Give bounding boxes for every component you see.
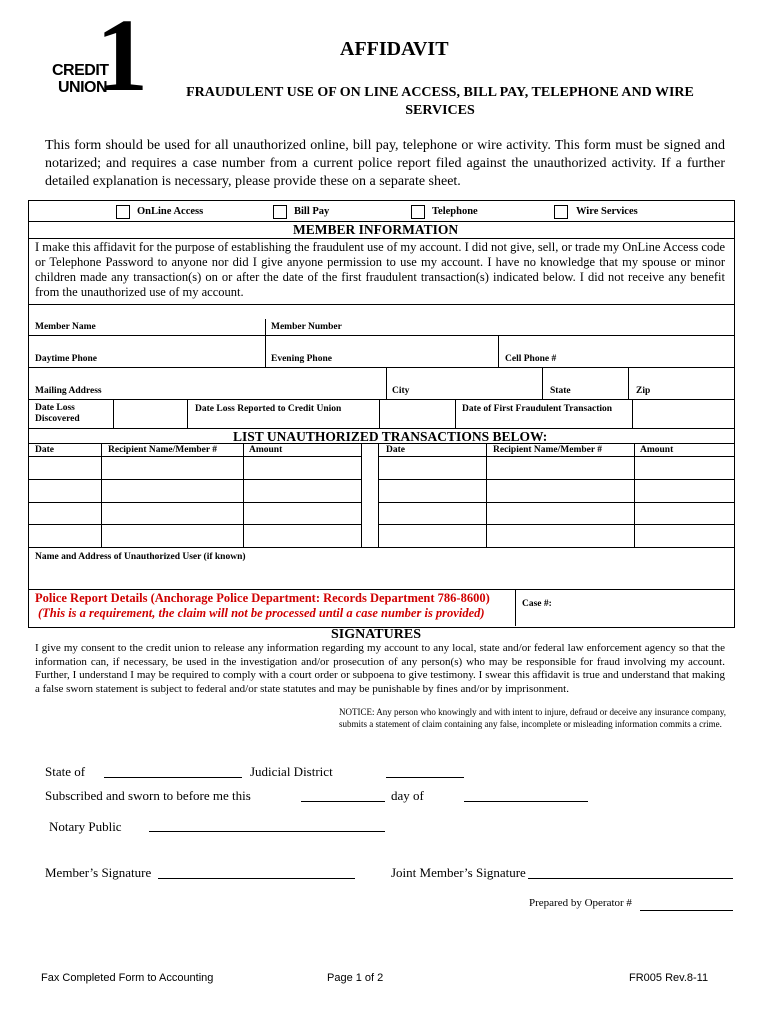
day-of-label: day of [391, 788, 424, 803]
credit-union-logo [52, 0, 148, 113]
notary-public-line[interactable] [149, 831, 385, 832]
zip-label: Zip [636, 386, 651, 396]
unauthorized-user-label: Name and Address of Unauthorized User (if known) [35, 552, 246, 562]
judicial-district-line[interactable] [386, 777, 464, 778]
judicial-district-label: Judicial District [250, 764, 333, 779]
wire-services-label: Wire Services [576, 206, 638, 217]
form-subtitle: FRAUDULENT USE OF ON LINE ACCESS, BILL PAY, TELEPHONE AND WIRE SERVICES [186, 85, 694, 118]
city-label: City [392, 386, 410, 396]
footer-page-number: Page 1 of 2 [327, 972, 384, 984]
member-number-label: Member Number [271, 322, 342, 332]
first-fraud-date-label: Date of First Fraudulent Transaction [462, 404, 613, 414]
tx-recipient-header-left: Recipient Name/Member # [108, 445, 218, 455]
member-name-label: Member Name [35, 322, 96, 332]
online-access-checkbox[interactable] [116, 205, 130, 219]
notary-public-label: Notary Public [49, 819, 122, 834]
footer-fax-note: Fax Completed Form to Accounting [41, 972, 214, 984]
cell-phone-label: Cell Phone # [505, 354, 557, 364]
joint-signature-label: Joint Member’s Signature [391, 865, 526, 880]
bill-pay-label: Bill Pay [294, 206, 330, 217]
subscribed-label: Subscribed and sworn to before me this [45, 788, 251, 803]
intro-paragraph: This form should be used for all unauthorized online, bill pay, telephone or wire activity. This form must be signed and notarized; and requires a case number from a current police report filed against the unauthorized activity. If a further detailed explanation is necessary, please provide these on a separate sheet. [45, 138, 725, 189]
wire-services-checkbox[interactable] [554, 205, 568, 219]
transactions-heading: LIST UNAUTHORIZED TRANSACTIONS BELOW: [233, 429, 548, 444]
tx-amount-header-right: Amount [640, 445, 674, 455]
consent-paragraph: I give my consent to the credit union to release any information regarding my account to any local, state and/or federal law enforcement agency so that the information can, if necessary, be used in the investigation and/or prosecution of any person(s) who may be responsible for fraud involving my account. Further, I understand I may be required to comply with a court order or subpoena to give testimony. I swear this affidavit is true and understand that making a false sworn statement is subject to federal and/or state statutes and may be punishable by fines and/or by imprisonment. [35, 642, 725, 695]
page-title: AFFIDAVIT [340, 38, 449, 60]
subscribed-day-line[interactable] [301, 801, 385, 802]
date-loss-discovered-label: Date Loss Discovered [35, 403, 80, 424]
member-statement: I make this affidavit for the purpose of establishing the fraudulent use of my account. I did not give, sell, or trade my OnLine Access code or Telephone Password to anyone nor did I give anyone permission to use my account. I have no knowledge that my spouse or minor children made any transaction(s) on or after the date of the first fraudulent transaction(s) indicated below. I did not receive any benefit from the unauthorized use of my account. [35, 240, 725, 299]
mailing-address-label: Mailing Address [35, 386, 102, 396]
state-label: State [550, 386, 571, 396]
police-report-line1: Police Report Details (Anchorage Police Department: Records Department 786-8600) [35, 591, 490, 605]
footer-form-code: FR005 Rev.8-11 [629, 972, 709, 984]
tx-amount-header-left: Amount [249, 445, 283, 455]
police-report-line2: (This is a requirement, the claim will not be processed until a case number is provided) [38, 606, 485, 620]
logo-word-credit: CREDIT [52, 62, 109, 79]
telephone-label: Telephone [432, 206, 478, 217]
logo-numeral: 1 [96, 0, 148, 113]
tx-date-header-left: Date [35, 445, 54, 455]
joint-signature-line[interactable] [528, 878, 733, 879]
tx-divider-gap [362, 444, 378, 546]
date-loss-reported-label: Date Loss Reported to Credit Union [195, 404, 342, 414]
operator-label: Prepared by Operator # [529, 897, 632, 909]
state-of-line[interactable] [104, 777, 242, 778]
state-of-label: State of [45, 764, 86, 779]
member-signature-label: Member’s Signature [45, 865, 152, 880]
operator-line[interactable] [640, 910, 733, 911]
signatures-heading: SIGNATURES [331, 627, 421, 642]
evening-phone-label: Evening Phone [271, 354, 332, 364]
logo-word-union: UNION [58, 79, 108, 96]
member-signature-line[interactable] [158, 878, 355, 879]
online-access-label: OnLine Access [137, 206, 204, 217]
bill-pay-checkbox[interactable] [273, 205, 287, 219]
member-information-heading: MEMBER INFORMATION [293, 222, 459, 237]
case-number-label: Case #: [522, 599, 552, 609]
telephone-checkbox[interactable] [411, 205, 425, 219]
tx-recipient-header-right: Recipient Name/Member # [493, 445, 603, 455]
tx-date-header-right: Date [386, 445, 405, 455]
day-of-line[interactable] [464, 801, 588, 802]
daytime-phone-label: Daytime Phone [35, 354, 98, 364]
notice-paragraph: NOTICE: Any person who knowingly and with intent to injure, defraud or deceive any insurance company, submits a statement of claim containing any false, incomplete or misleading information commits a crime. [339, 707, 726, 729]
